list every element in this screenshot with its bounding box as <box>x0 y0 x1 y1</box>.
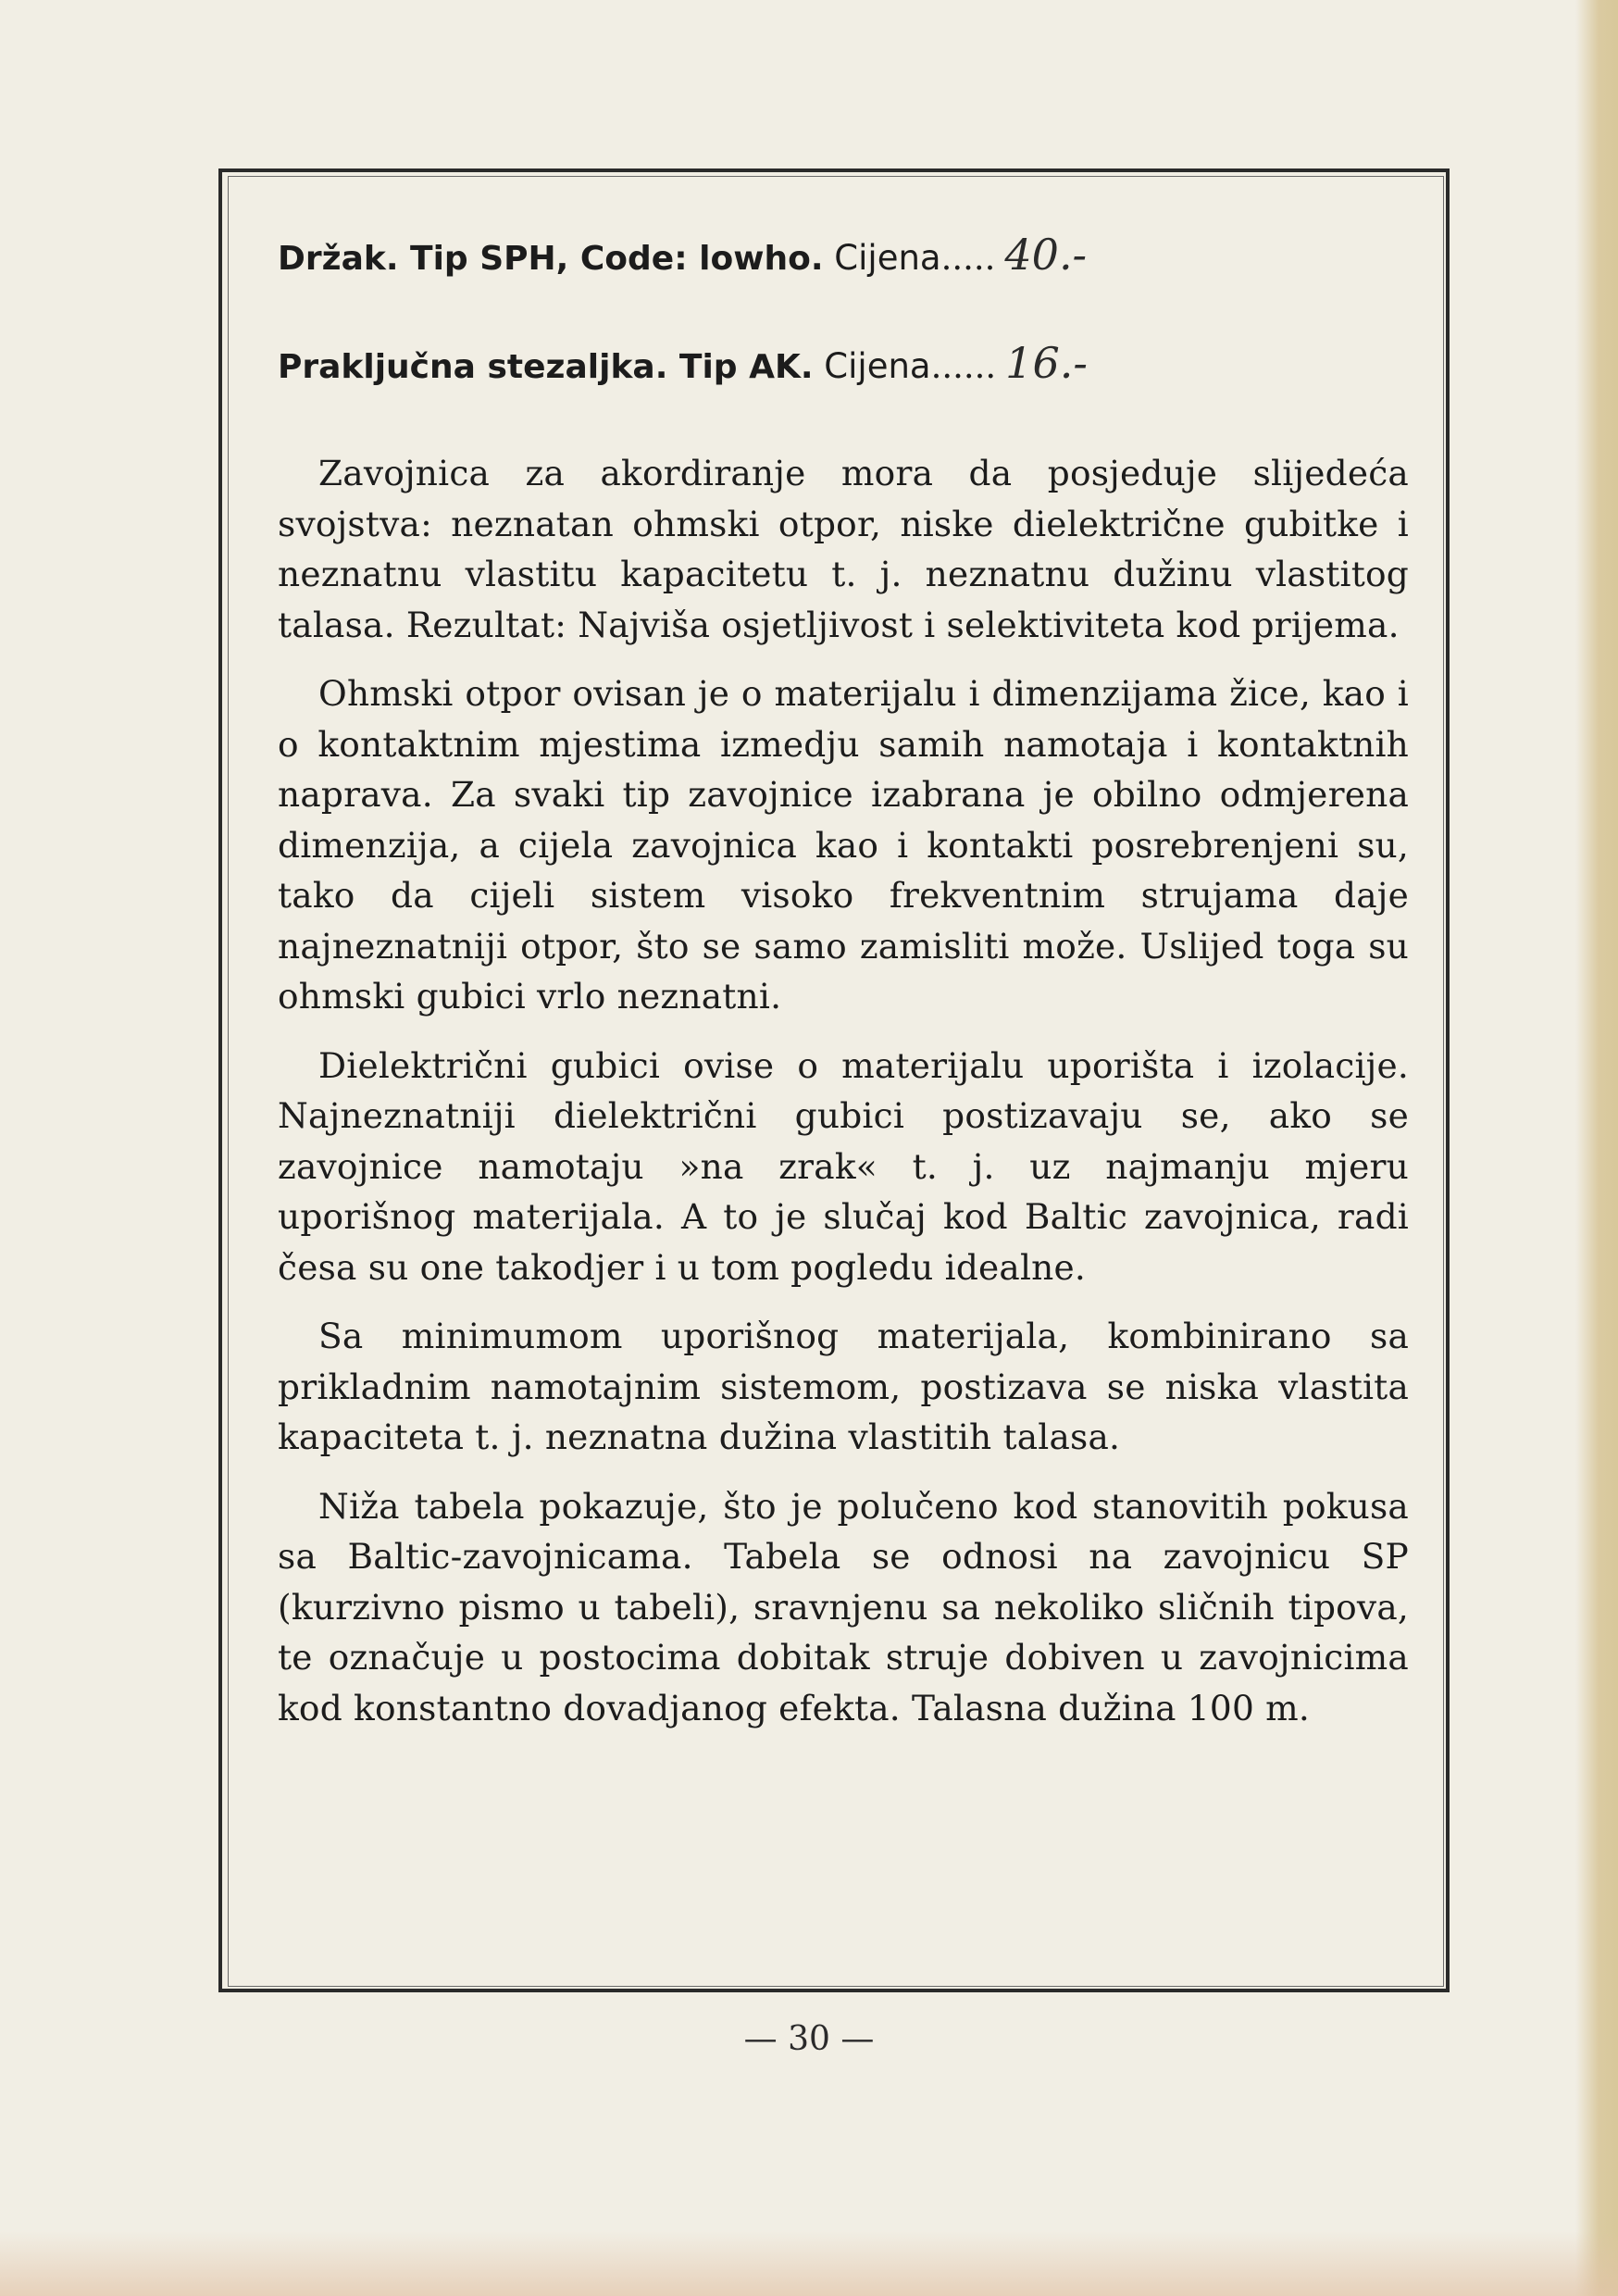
item-name: Praključna stezaljka. Tip AK. <box>278 348 814 386</box>
paper-edge-tint <box>1575 0 1618 2296</box>
price-dots: ..... <box>940 238 996 278</box>
price-item-clamp <box>278 340 1409 391</box>
paragraph-coil-properties: Zavojnica za akordiranje mora da posjeduje slijedeća svojstva: neznatan ohmski otpor, niske dielektrične gubitke i neznatnu vlastitu kapacitetu t. j. neznatnu dužinu vlastitog talasa. Rezultat: Najviša osjetljivost i selektiviteta kod prijema. <box>278 453 1409 645</box>
price-item-holder <box>278 231 1409 282</box>
paragraph-table-intro: Niža tabela pokazuje, što je polučeno kod stanovitih pokusa sa Baltic-zavojnicama. Tabela se odnosi na zavojnicu SP (kurzivno pismo u tabeli), sravnjenu sa nekoliko sličnih tipova, te označuje u postocima dobitak struje dobiven u zavojnicima kod konstantno dovadjanog efekta. Talasna dužina 100 m. <box>278 1485 1409 1728</box>
paragraph-ohmic-resistance: Ohmski otpor ovisan je o materijalu i dimenzijama žice, kao i o kontaktnim mjestima izmedju samih namotaja i kontaktnih naprava. Za svaki tip zavojnice izabrana je obilno odmjerena dimenzija, a cijela zavojnica kao i kontakti posrebrenjeni su, tako da cijeli sistem visoko frekventnim strujama daje najneznatniji otpor, što se samo zamisliti može. Uslijed toga su ohmski gubici vrlo neznatni. <box>278 673 1409 1017</box>
handwritten-price: 16.- <box>1005 338 1088 388</box>
price-label: Cijena <box>834 238 941 278</box>
price-label: Cijena <box>824 346 931 386</box>
item-name: Držak. Tip SPH, Code: lowho. <box>278 240 824 278</box>
price-dots: ...... <box>930 346 997 386</box>
page-number: — 30 — <box>743 2020 875 2058</box>
handwritten-price: 40.- <box>1004 230 1088 280</box>
paragraph-dielectric-losses: Dielektrični gubici ovise o materijalu uporišta i izolacije. Najneznatniji dielektrični gubici postizavaju se, ako se zavojnice namotaju »na zrak« t. j. uz najmanju mjeru uporišnog materijala. A to je slučaj kod Baltic zavojnica, radi česa su one takodjer i u tom pogledu idealne. <box>278 1044 1409 1288</box>
page-content <box>278 231 1409 1752</box>
paragraph-self-capacitance: Sa minimumom uporišnog materijala, kombinirano sa prikladnim namotajnim sistemom, postizava se niska vlastita kapaciteta t. j. neznatna dužina vlastitih talasa. <box>278 1316 1409 1457</box>
paper-bottom-tint <box>0 2231 1618 2296</box>
